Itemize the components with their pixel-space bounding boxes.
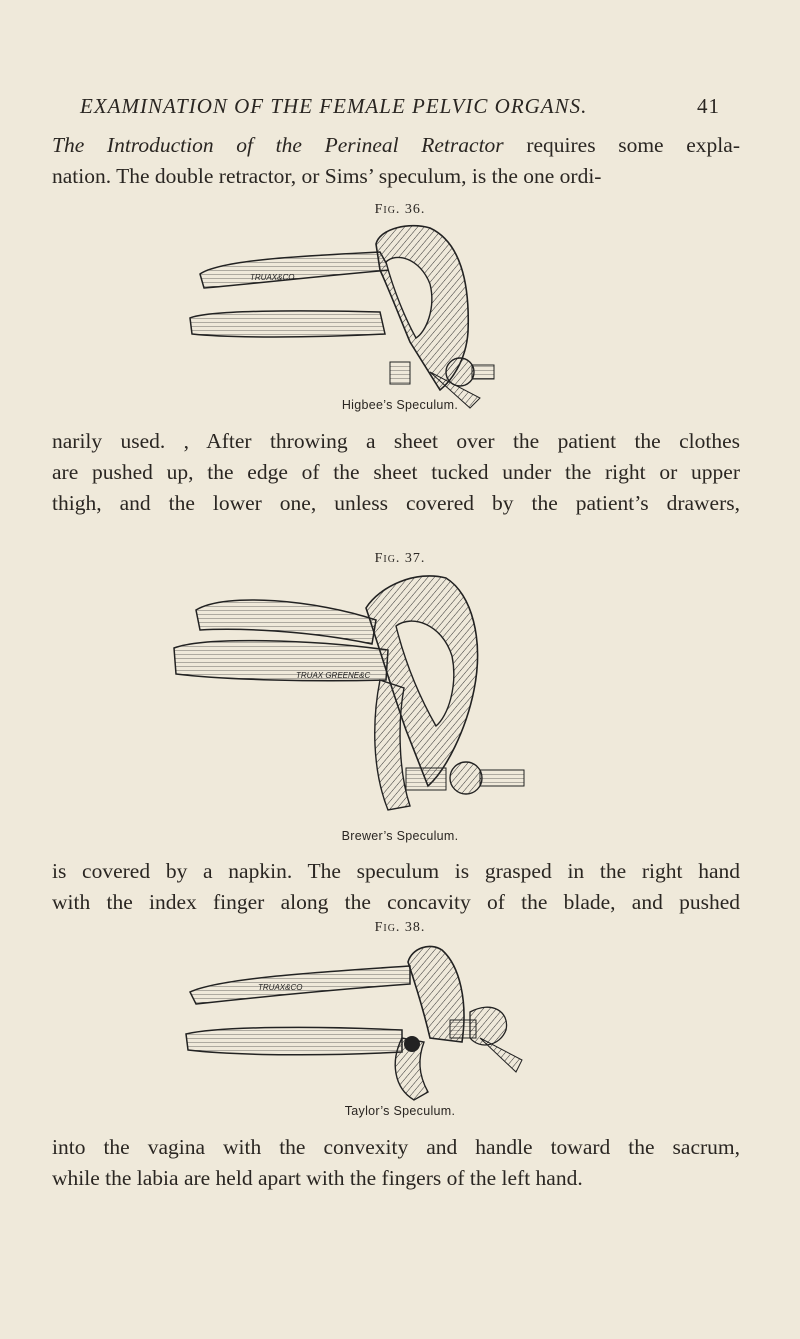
paragraph-2-line-1: narily used. , After throwing a sheet over the patient the clothes xyxy=(52,429,740,453)
paragraph-2-line-2: are pushed up, the edge of the sheet tucked under the right or upper xyxy=(52,460,740,484)
paragraph-2 xyxy=(52,426,740,519)
paragraph-4 xyxy=(52,1132,740,1194)
figure-38-illustration xyxy=(180,942,524,1102)
paragraph-3-line-2: with the index finger along the concavity of the blade, and pushed xyxy=(52,890,740,914)
paragraph-4-line-1: into the vagina with the convexity and handle toward the sacrum, xyxy=(52,1135,740,1159)
paragraph-4-line-2: while the labia are held apart with the fingers of the left hand. xyxy=(52,1166,583,1190)
figure-37-caption: Brewer’s Speculum. xyxy=(341,829,459,843)
paragraph-3 xyxy=(52,856,740,918)
paragraph-1-line-2: nation. The double retractor, or Sims’ speculum, is the one ordi- xyxy=(52,164,602,188)
page-number: 41 xyxy=(697,94,720,118)
paragraph-2-line-3: thigh, and the lower one, unless covered by the patient’s drawers, xyxy=(52,491,740,515)
maker-stamp: TRUAX GREENE&C xyxy=(296,671,371,680)
paragraph-3-line-1: is covered by a napkin. The speculum is grasped in the right hand xyxy=(52,859,740,883)
figure-36-caption: Higbee’s Speculum. xyxy=(341,398,459,412)
maker-stamp: TRUAX&CO xyxy=(250,273,295,282)
running-head xyxy=(80,94,720,120)
figure-36-illustration xyxy=(180,222,520,410)
maker-stamp: TRUAX&CO xyxy=(258,983,303,992)
italic-heading: The Introduction of the Perineal Retractor xyxy=(52,133,504,157)
higbee-speculum-drawing xyxy=(180,222,520,410)
figure-36-label: Fig. 36. xyxy=(374,202,426,217)
taylor-speculum-drawing xyxy=(180,942,524,1102)
figure-38-label: Fig. 38. xyxy=(374,920,426,935)
figure-37-label: Fig. 37. xyxy=(374,551,426,566)
paragraph-1 xyxy=(52,130,740,192)
running-head-title: EXAMINATION OF THE FEMALE PELVIC ORGANS. xyxy=(80,94,588,118)
brewer-speculum-drawing xyxy=(166,570,546,828)
figure-38-caption: Taylor’s Speculum. xyxy=(344,1104,456,1118)
figure-37-illustration xyxy=(166,570,546,828)
paragraph-1-line-1: The Introduction of the Perineal Retractor requires some expla- xyxy=(52,133,740,157)
